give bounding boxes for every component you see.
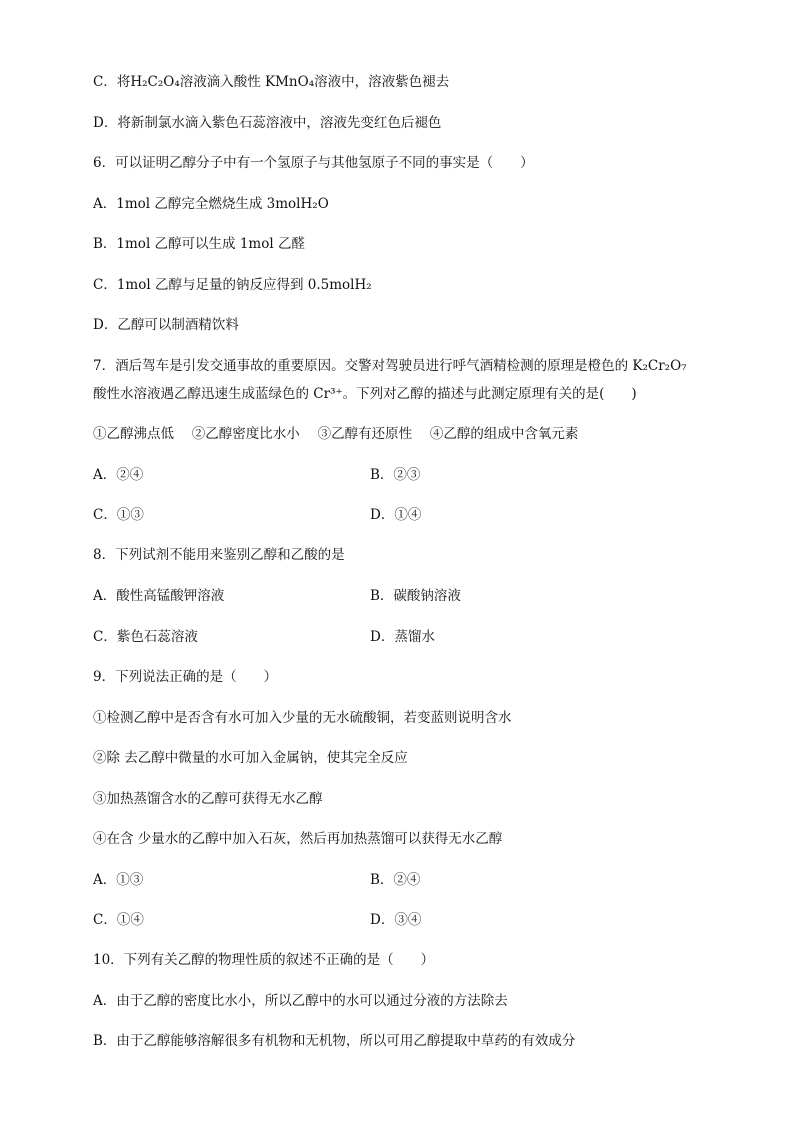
q5-option-d: D．将新制氯水滴入紫色石蕊溶液中，溶液先变红色后褪色 bbox=[93, 115, 442, 131]
q7-stem-line2: 酸性水溶液遇乙醇迅速生成蓝绿色的 Cr³⁺。下列对乙醇的描述与此测定原理有关的是( ) bbox=[93, 386, 637, 402]
q7-option-b: B．②③ bbox=[370, 467, 421, 483]
q9-statement-3: ③加热蒸馏含水的乙醇可获得无水乙醇 bbox=[93, 791, 323, 807]
q10-stem: 10．下列有关乙醇的物理性质的叙述不正确的是（ ） bbox=[93, 952, 435, 968]
q9-option-a: A．①③ bbox=[93, 872, 144, 888]
q5-option-c: C．将H₂C₂O₄溶液滴入酸性 KMnO₄溶液中，溶液紫色褪去 bbox=[93, 74, 450, 90]
q8-option-b: B．碳酸钠溶液 bbox=[370, 588, 461, 604]
q8-option-c: C．紫色石蕊溶液 bbox=[93, 629, 198, 645]
q10-option-a: A．由于乙醇的密度比水小，所以乙醇中的水可以通过分液的方法除去 bbox=[93, 993, 508, 1009]
q7-option-c: C．①③ bbox=[93, 507, 144, 523]
q10-option-b: B．由于乙醇能够溶解很多有机物和无机物，所以可用乙醇提取中草药的有效成分 bbox=[93, 1033, 576, 1049]
q6-option-d: D．乙醇可以制酒精饮料 bbox=[93, 317, 239, 333]
q6-option-a: A．1mol 乙醇完全燃烧生成 3molH₂O bbox=[93, 196, 329, 212]
q7-option-d: D．①④ bbox=[370, 507, 422, 523]
q7-stem-line1: 7．酒后驾车是引发交通事故的重要原因。交警对驾驶员进行呼气酒精检测的原理是橙色的 K₂Cr₂O₇ bbox=[93, 358, 687, 374]
q7-statements: ①乙醇沸点低 ②乙醇密度比水小 ③乙醇有还原性 ④乙醇的组成中含氧元素 bbox=[93, 426, 579, 442]
q9-option-d: D．③④ bbox=[370, 912, 422, 928]
q8-stem: 8．下列试剂不能用来鉴别乙醇和乙酸的是 bbox=[93, 547, 345, 563]
q6-option-b: B．1mol 乙醇可以生成 1mol 乙醛 bbox=[93, 236, 305, 252]
q6-stem: 6．可以证明乙醇分子中有一个氢原子与其他氢原子不同的事实是（ ） bbox=[93, 155, 534, 171]
q9-statement-1: ①检测乙醇中是否含有水可加入少量的无水硫酸铜，若变蓝则说明含水 bbox=[93, 710, 512, 726]
q9-statement-4: ④在含 少量水的乙醇中加入石灰，然后再加热蒸馏可以获得无水乙醇 bbox=[93, 831, 503, 847]
q9-stem: 9．下列说法正确的是（ ） bbox=[93, 669, 278, 685]
q7-option-a: A．②④ bbox=[93, 467, 144, 483]
q9-option-c: C．①④ bbox=[93, 912, 144, 928]
q9-statement-2: ②除 去乙醇中微量的水可加入金属钠，使其完全反应 bbox=[93, 750, 408, 766]
q8-option-a: A．酸性高锰酸钾溶液 bbox=[93, 588, 225, 604]
q8-option-d: D．蒸馏水 bbox=[370, 629, 435, 645]
q9-option-b: B．②④ bbox=[370, 872, 421, 888]
q6-option-c: C．1mol 乙醇与足量的钠反应得到 0.5molH₂ bbox=[93, 277, 372, 293]
